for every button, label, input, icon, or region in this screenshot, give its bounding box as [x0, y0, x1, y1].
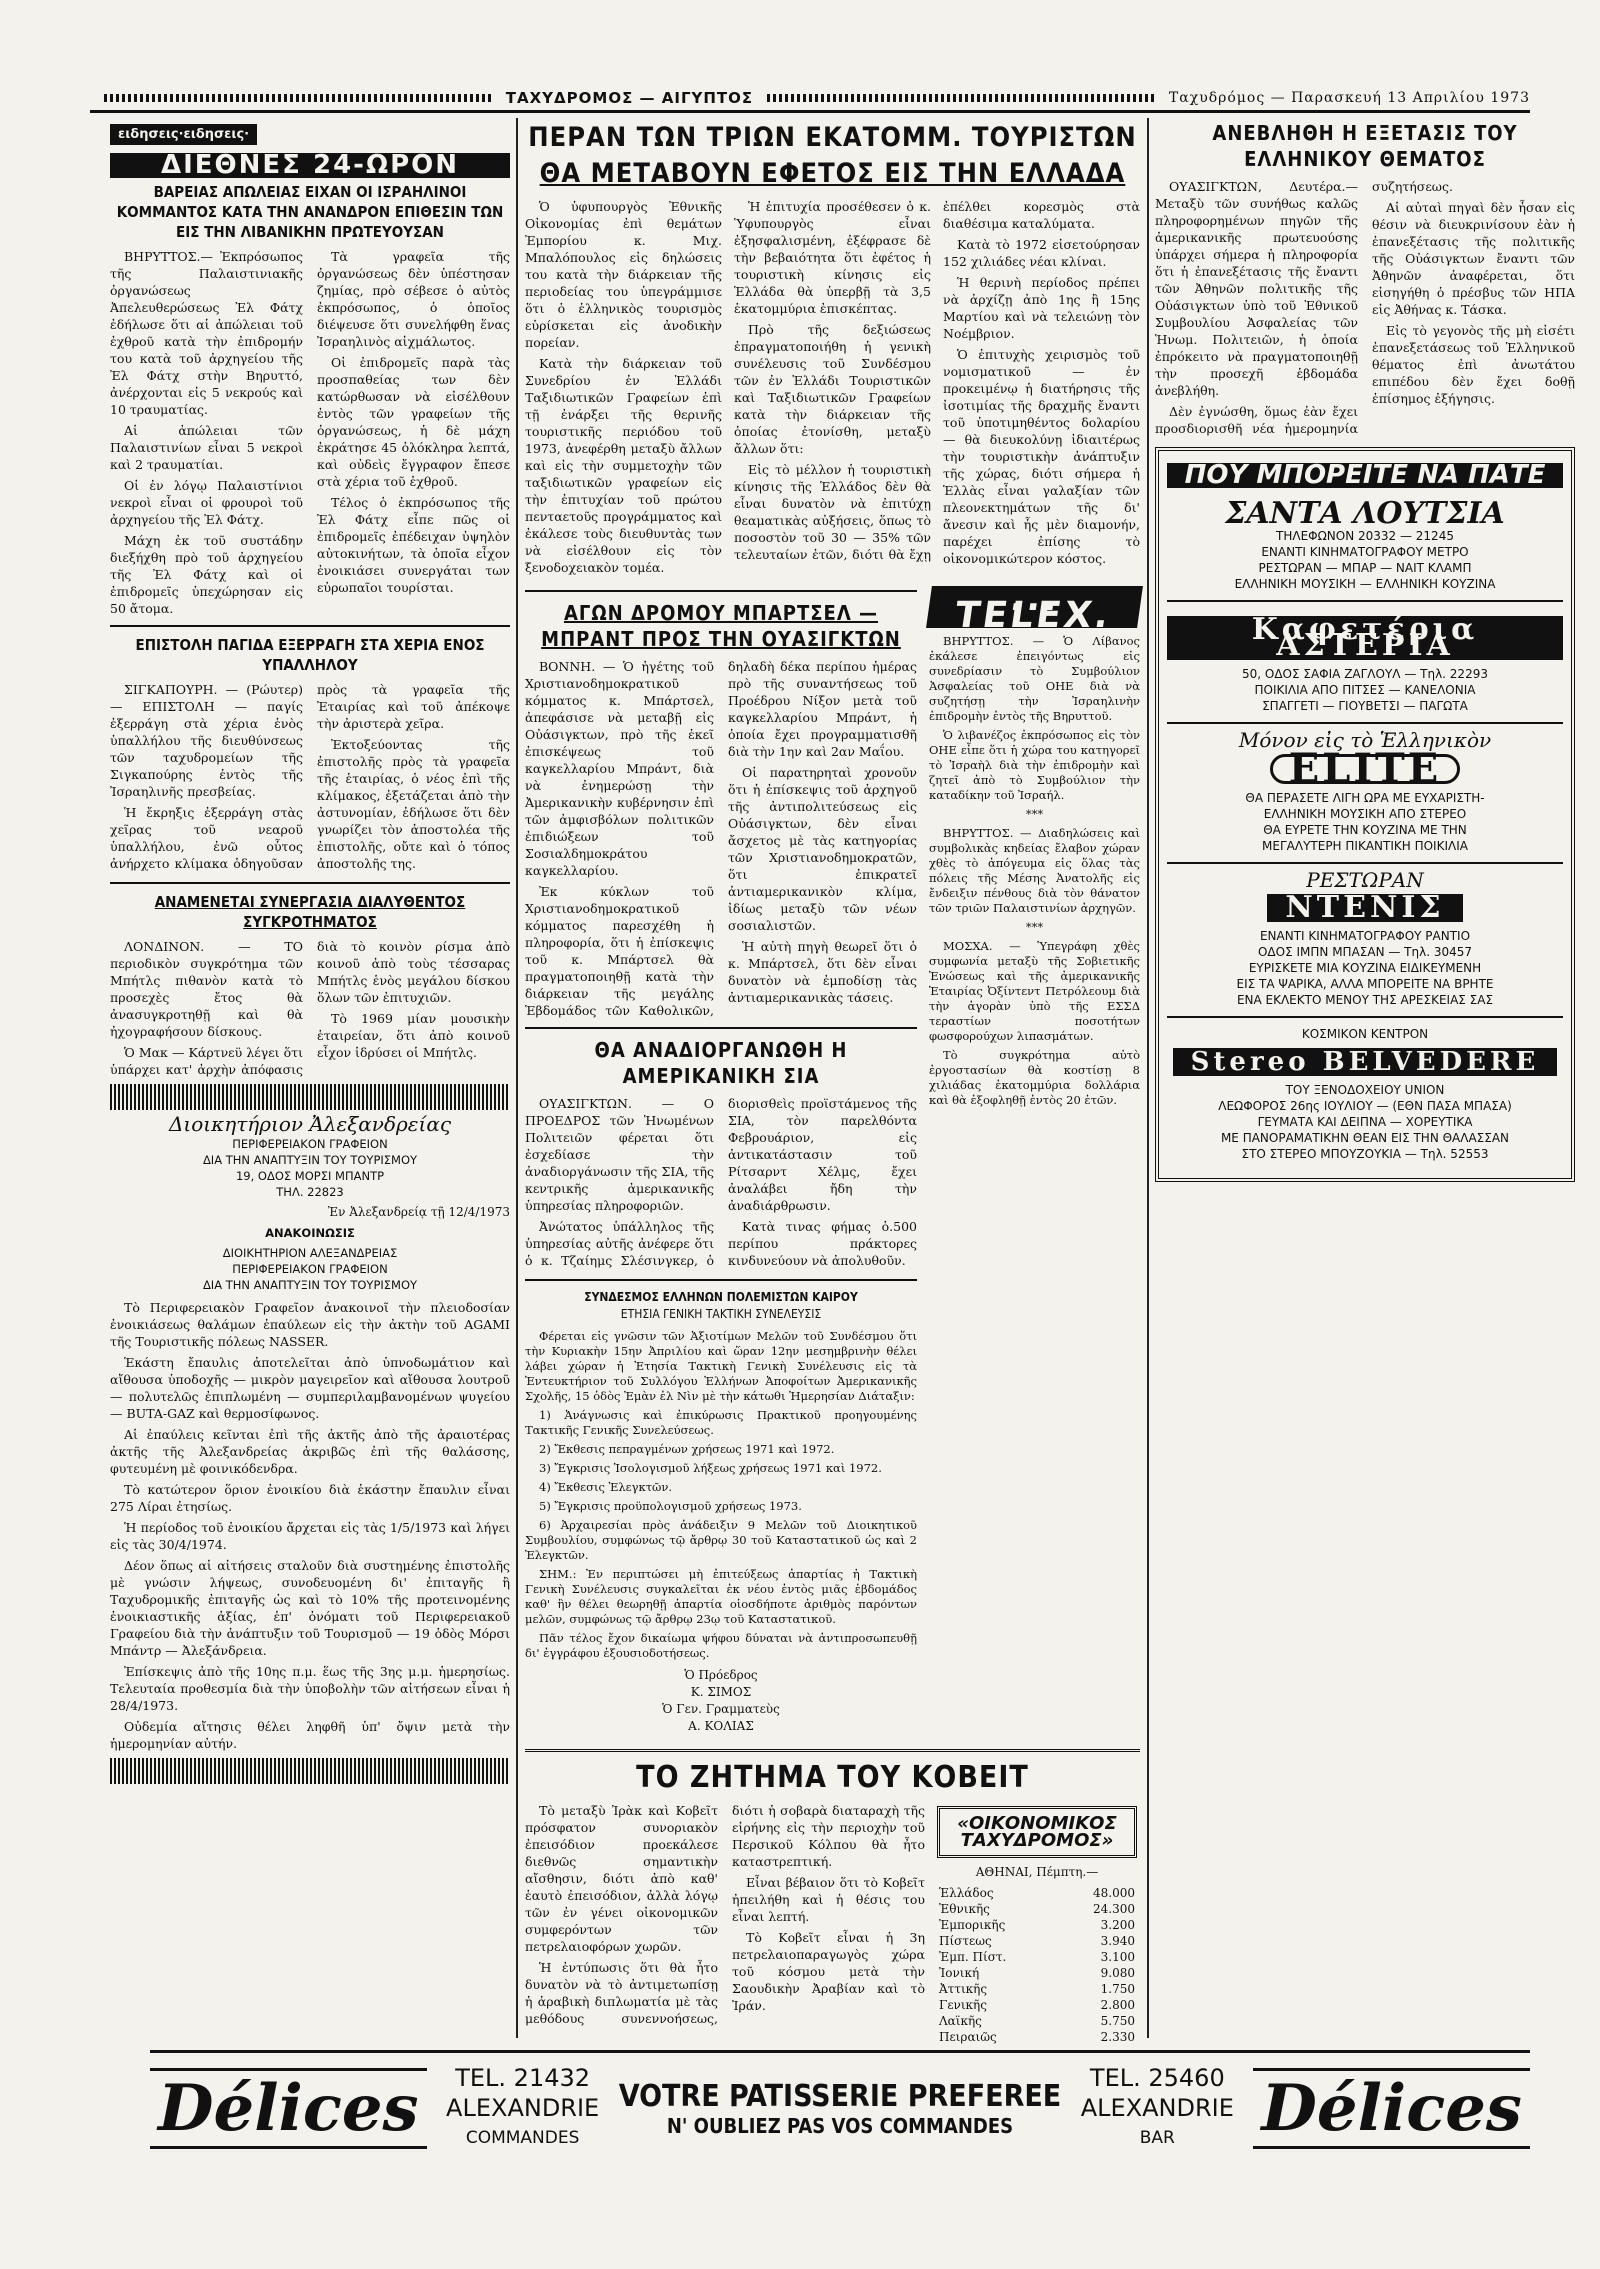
article-kuwait [525, 1760, 1140, 2045]
paragraph: Τὸ συγκρότημα αὐτὸ ἐργοστασίων θὰ κοστίσῃ 8 χιλιάδας ἑκατομμύρια δολλάρια καὶ θὰ ἐξοφληθῇ ἐντὸς 20 ἐτῶν. [929, 1048, 1140, 1107]
paragraph: ΒΗΡΥΤΤΟΣ.— Ἐκπρόσωπος τῆς Παλαιστινιακῆς ὀργανώσεως Ἀπελευθερώσεως Ἐλ Φάτχ ἐδήλωσε ὅτι αἱ ἀπώλειαι τοῦ ἐχθροῦ κατὰ τὴν ἐπιδρομήν του κατὰ τοῦ ἀρχηγείου τῆς Ἐλ Φάτχ στὴν Βηρυττό, ἀνέρχονται εἰς 5 νεκρούς καὶ 10 τραυματίας. [110, 249, 303, 417]
masthead [90, 86, 1530, 113]
article-israeli-commandos [110, 182, 510, 617]
footer-ad-delices [150, 2050, 1530, 2163]
stock-rates-table [937, 1885, 1137, 2045]
article-letter-bomb [110, 635, 510, 874]
rate-value: 2.800 [1100, 1998, 1135, 2012]
ad-line: ΠΟΙΚΙΛΙΑ ΑΠΟ ΠΙΤΣΕΣ — ΚΑΝΕΛΟΝΙΑ [1254, 683, 1476, 697]
paragraph: Οἱ ἐν λόγῳ Παλαιστίνιοι νεκροὶ εἶναι οἱ φρουροὶ τοῦ ἀρχηγείου τῆς Ἐλ Φάτχ. [110, 478, 303, 527]
ad-line: 50, ΟΔΟΣ ΣΑΦΙΑ ΖΑΓΛΟΥΛ — Τηλ. 22293 [1242, 667, 1488, 681]
rate-value: 2.330 [1100, 2030, 1135, 2044]
headline: ΤΟ ΖΗΤΗΜΑ ΤΟΥ ΚΟΒΕΙΤ [636, 1760, 1029, 1795]
article-beatles [110, 892, 510, 1078]
headline: ΒΑΡΕΙΑΣ ΑΠΩΛΕΙΑΣ ΕΙΧΑΝ ΟΙ ΙΣΡΑΗΛΙΝΟΙ ΚΟΜΜΑΝΤΟΣ ΚΑΤΑ ΤΗΝ ΑΝΑΝΔΡΟΝ ΕΠΙΘΕΣΙΝ ΤΩΝ ΕΙΣ ΤΗΝ ΛΙΒΑΝΙΚΗΝ ΠΡΩΤΕΥΟΥΣΑΝ [116, 183, 504, 241]
footer-right-info [1081, 2063, 1234, 2153]
masthead-title: ΤΑΧΥΔΡΟΜΟΣ — ΑΙΓΥΠΤΟΣ [505, 89, 754, 107]
paragraph: Ὁ Μακ — Κάρτνεϋ λέγει ὅτι ὑπάρχει κατ' ἀρχὴν ἀπόφασις διὰ τὸ κοινὸν ρίσμα ἀπὸ κοινοῦ ἀπὸ τοὺς τέσσαρας Μπήτλς ἑνὸς μεγάλου δίσκου ὅλων τῶν ἐπιτυχιῶν. [110, 939, 510, 1077]
notice-line: 19, ΟΔΟΣ ΜΟΡΣΙ ΜΠΑΝΤΡ [235, 1169, 385, 1183]
notice-line: ΔΙΟΙΚΗΤΗΡΙΟΝ ΑΛΕΞΑΝΔΡΕΙΑΣ [222, 1246, 398, 1260]
ad-belvedere [1167, 1018, 1563, 1170]
paragraph: Ἐκ κύκλων τοῦ Χριστιανοδημοκρατικοῦ κόμματος παρεσχέθη ἡ πληροφορία, ὅτι ἡ ἐπίσκεψις τοῦ κ. Μπάρτσελ θὰ πραγματοποιηθῇ κατὰ τὴν διάρκειαν τῆς μεγάλης Ἑβδομάδος τῶν Καθολικῶν, δηλαδὴ δέκα περίπου ἡμέρας πρὸ τῆς συναντήσεως τοῦ Προέδρου Νίξον μετὰ τοῦ καγκελλαρίου Μπράντ, ἡ ὁποία ἔχει προγραμματισθῆ διὰ τὴν 1ην καὶ 2αν Μαΐου. [525, 659, 917, 1018]
ad-line: ΕΝΑ ΕΚΛΕΚΤΟ ΜΕΝΟΥ ΤΗΣ ΑΡΕΣΚΕΙΑΣ ΣΑΣ [1236, 993, 1494, 1007]
ads-header: ΠΟΥ ΜΠΟΡΕΙΤΕ ΝΑ ΠΑΤΕ [1167, 463, 1563, 488]
paragraph: Αἱ αὐταὶ πηγαὶ δὲν ἦσαν εἰς θέσιν νὰ διευκρινίσουν ἐὰν ἡ ἐπανεξέτασις τῆς πολιτικῆς τῆς Οὐάσιγκτων ἔναντι τῶν Ἀθηνῶν ἀναφέρεται, ὅτι εἰσηγήθη ὁ πρέσβυς τῶν ΗΠΑ εἰς Ἀθήνας κ. Τάσκα. [1372, 200, 1575, 317]
econ-dateline: ΑΘΗΝΑΙ, Πέμπτη.— [975, 1865, 1099, 1879]
rate-name: Ἐμπορικῆς [939, 1918, 1006, 1932]
paragraph: Πρὸ τῆς δεξιώσεως ἐπραγματοποιήθη ἡ γενικὴ συνέλευσις τοῦ Συνδέσμου τῶν ἐν Ἑλλάδι Τουριστικῶν καὶ Ταξιδιωτικῶν Γραφείων κατὰ τὴν διάρκειαν τῆς ὁποίας ἐτονίσθη, μεταξὺ ἄλλων ὅτι: [734, 322, 931, 456]
signature-name: Κ. ΣΙΜΟΣ [690, 1685, 752, 1699]
ad-dennis [1167, 864, 1563, 1018]
ad-logo: Stereo BELVEDERE [1173, 1048, 1558, 1076]
announce-title: ΑΝΑΚΟΙΝΩΣΙΣ [265, 1226, 355, 1240]
separator: *** [1025, 920, 1044, 934]
paragraph: Φέρεται εἰς γνῶσιν τῶν Ἀξιοτίμων Μελῶν τοῦ Συνδέσμου ὅτι τὴν Κυριακὴν 15ην Ἀπριλίου καὶ ὥραν 12ην μεσημβρινὴν θέλει λάβει χώραν ἡ Ἐτησία Τακτικὴ Γενικὴ Συνέλευσις εἰς τὰ Ἐντευκτήριον τοῦ Συλλόγου Ἑλλήνων Ἀποφοίτων Ἀμερικανικῆς Σχολῆς, 15 ὁδὸς Ἐμὰν ἐλ Νὶν μὲ τὴν κάτωθι Ἡμερησίαν Διάταξιν: [525, 1329, 917, 1403]
column-divider [516, 118, 518, 2038]
masthead-rule-left [104, 94, 492, 102]
footer-sub: BAR [1139, 2128, 1175, 2148]
table-row [937, 1965, 1137, 1981]
paragraph: ΣΙΓΚΑΠΟΥΡΗ. — (Ρώυτερ) — ΕΠΙΣΤΟΛΗ — παγίς ἐξερράγη στὰ χέρια ἑνὸς ὑπαλλήλου τῆς διευθύνσεως τῶν ταχυδρομείων τῆς Σιγκαπούρης ἐντὸς τῆς Ἰσραηλινῆς πρεσβείας. [110, 682, 303, 799]
kuwait-grid [525, 1796, 1140, 2045]
notice-line: ΤΗΛ. 22823 [276, 1185, 344, 1199]
paragraph: ΟΥΑΣΙΓΚΤΩΝ, Δευτέρα.— Μεταξὺ τῶν συνήθως καλῶς πληροφορημένων πηγῶν τῆς ἀμερικανικῆς πρωτευούσης ὑπάρχει σήμερα ἡ πληροφορία ὅτι ἡ ἐπανεξέτασις τῆς ἔναντι τῶν Ἀθηνῶν πολιτικῆς τῆς Οὐάσιγκτων ὑπὸ τοῦ Ἐθνικοῦ Συμβουλίου Ἀσφαλείας τῶν Ἡνωμ. Πολιτειῶν, ἡ ὁποία ἐπρόκειτο νὰ πραγματοποιηθῇ τὴν προσεχῆ ἑβδομάδα ἀνεβλήθη. [1155, 179, 1358, 398]
headline: ΘΑ ΑΝΑΔΙΟΡΓΑΝΩΘΗ Η ΑΜΕΡΙΚΑΝΙΚΗ ΣΙΑ [594, 1038, 848, 1088]
rate-value: 48.000 [1093, 1886, 1135, 1900]
tourism-notice [110, 1112, 510, 1752]
rate-value: 1.750 [1100, 1982, 1135, 1996]
center-right-subcolumn [929, 578, 1140, 1741]
telex-body [929, 634, 1140, 1108]
ornamental-rule [110, 1084, 510, 1110]
rate-name: Ἰονική [939, 1966, 980, 1980]
footer-city: ALEXANDRIE [446, 2094, 600, 2122]
masthead-dateline: Ταχυδρόμος — Παρασκευή 13 Απριλίου 1973 [1168, 90, 1530, 106]
ad-line: ΜΕΓΑΛΥΤΕΡΗ ΠΙΚΑΝΤΙΚΗ ΠΟΙΚΙΛΙΑ [1262, 839, 1468, 853]
paragraph: Τὸ 1969 μίαν μουσικὴν ἑταιρείαν, ὅτι ἀπὸ κοινοῦ εἶχον ἱδρύσει οἱ Μπήτλς. [317, 1011, 510, 1060]
table-row [937, 1997, 1137, 2013]
footer-slogan [619, 2079, 1062, 2138]
paragraph: 5) Ἔγκρισις προϋπολογισμοῦ χρήσεως 1973. [539, 1499, 802, 1513]
notice-body [525, 1329, 917, 1661]
ad-line: ΣΠΑΓΓΕΤΙ — ΓΙΟΥΒΕΤΣΙ — ΠΑΓΩΤΑ [1262, 699, 1468, 713]
paragraph: Εἶναι βέβαιον ὅτι τὸ Κοβεῖτ ἠπειλήθη καὶ ἡ θέσις του εἶναι λεπτή. [732, 1875, 925, 1924]
ad-line: ΜΕ ΠΑΝΟΡΑΜΑΤΙΚΗΝ ΘΕΑΝ ΕΙΣ ΤΗΝ ΘΑΛΑΣΣΑΝ [1220, 1131, 1510, 1145]
divider [525, 1279, 917, 1281]
center-lower-grid [525, 578, 1140, 1741]
paragraph: Εἰς τὸ γεγονὸς τῆς μὴ εἰσέτι ἐπανεξετάσεως τοῦ Ἑλληνικοῦ θέματος ἐπὶ ἀνωτάτου επιπέδου δὲν ἔχει δοθῇ ἐπίσημος ἐξήγησις. [1372, 323, 1575, 406]
ad-lead: Μόνον εἰς τὸ Ἑλληνικὸν [1238, 728, 1492, 752]
notice-line: ΠΕΡΙΦΕΡΕΙΑΚΟΝ ΓΡΑΦΕΙΟΝ [232, 1262, 388, 1276]
divider [110, 882, 510, 884]
rate-value: 24.300 [1093, 1902, 1135, 1916]
paragraph: Ὁ ὑφυπουργὸς Ἐθνικῆς Οἰκονομίας ἐπὶ θεμάτων Ἐμπορίου κ. Μιχ. Μπαλόπουλος εἰς δηλώσεις του κατὰ τὴν διάρκειαν τῆς περιοδείας του ὑπεγράμμισε ὅτι ὁ ἑλληνικὸς τουρισμὸς εὑρίσκεται εἰς ἀνοδικὴν πορείαν. [525, 199, 722, 350]
economic-box [937, 1796, 1137, 2045]
table-row [937, 1917, 1137, 1933]
paragraph: Τὰ γραφεῖα τῆς ὀργανώσεως δὲν ὑπέστησαν ζημίας, πρὸ σέβεσε ὁ αὐτὸς ἐκπρόσωπος, ὁ ὁποῖος διέψευσε ὅτι συνελήφθη ἕνας Ἰσραηλινὸς αἰχμάλωτος. [317, 249, 510, 349]
paragraph: 4) Ἔκθεσις Ἐλεγκτῶν. [539, 1480, 673, 1494]
signature-name: Α. ΚΟΛΙΑΣ [688, 1719, 754, 1733]
paragraph: ΣΗΜ.: Ἐν περιπτώσει μὴ ἐπιτεύξεως ἀπαρτίας ἡ Τακτικὴ Γενικὴ Συνέλευσις συγκαλεῖται ἐκ νέου ἐντὸς μιᾶς ἑβδομάδος καθ' ἣν θέλει θεωρηθῇ ἀπαρτία οἱοσδήποτε ἀριθμὸς παρόντων μελῶν, συμφώνως τῷ ἄρθρῳ 23ῳ τοῦ Καταστατικοῦ. [525, 1567, 917, 1626]
table-row [937, 1981, 1137, 1997]
ad-line: ΕΝΑΝΤΙ ΚΙΝΗΜΑΤΟΓΡΑΦΟΥ ΜΕΤΡΟ [1261, 545, 1469, 559]
divider [110, 625, 510, 627]
article-body [525, 658, 917, 1019]
delices-logo-left: Délices [150, 2068, 427, 2149]
rate-name: Πίστεως [939, 1934, 992, 1948]
signature-role: Ὁ Πρόεδρος [684, 1668, 758, 1682]
paragraph: 3) Ἔγκρισις Ἰσολογισμοῦ λήξεως χρήσεως 1971 καὶ 1972. [539, 1461, 882, 1475]
headline: ΑΓΩΝ ΔΡΟΜΟΥ ΜΠΑΡΤΣΕΛ — ΜΠΡΑΝΤ ΠΡΟΣ ΤΗΝ ΟΥΑΣΙΓΚΤΩΝ [541, 601, 901, 651]
ad-asteria [1167, 602, 1563, 724]
article-tourists [525, 120, 1140, 576]
footer-slogan-line: N' OUBLIEZ PAS VOS COMMANDES [666, 2113, 1014, 2138]
paragraph: Ἡ περίοδος τοῦ ἐνοικίου ἄρχεται εἰς τὰς 1/5/1973 καὶ λήγει εἰς τὰς 30/4/1974. [110, 1520, 510, 1552]
paragraph: Δὲν ἐγνώσθη, ὅμως ἐὰν ἔχει προσδιορισθῆ νέα ἡμερομηνία συζητήσεως. [1155, 179, 1453, 436]
ads-section [1155, 447, 1575, 1182]
article-greek-issue [1155, 120, 1575, 437]
paragraph: Κατὰ τὸ 1972 εἰσετούρησαν 152 χιλιάδες νέαι κλίναι. [943, 237, 1140, 269]
divider [525, 590, 917, 592]
paragraph: Τὸ Περιφερειακὸν Γραφεῖον ἀνακοινοῖ τὴν πλειοδοσίαν ἐνοικιάσεως θαλάμων ἐπαύλεων εἰς τὴν ἀκτὴν τοῦ AGAMI τῆς Τουριστικῆς πόλεως NASSER. [110, 1300, 510, 1349]
ad-line: ΣΤΟ ΣΤΕΡΕΟ ΜΠΟΥΖΟΥΚΙΑ — Τηλ. 52553 [1241, 1147, 1489, 1161]
rate-value: 3.100 [1100, 1950, 1135, 1964]
ad-line: ΕΛΛΗΝΙΚΗ ΜΟΥΣΙΚΗ ΑΠΟ ΣΤΕΡΕΟ [1263, 807, 1467, 821]
headline: ΑΝΕΒΛΗΘΗ Η ΕΞΕΤΑΣΙΣ ΤΟΥ ΕΛΛΗΝΙΚΟΥ ΘΕΜΑΤΟΣ [1212, 121, 1518, 171]
divider [525, 1749, 1140, 1752]
paragraph: Οἱ ἐπιδρομεῖς παρὰ τὰς προσπαθείας των δὲν κατώρθωσαν νὰ εἰσέλθουν ἐντὸς τῶν γραφείων τῆς ὀργανώσεως, ἡ δὲ μάχη ἐκράτησε 45 ὁλόκληρα λεπτά, καὶ οὐδεὶς ἔγγραφον ἔπεσε στὰ χέρια τοῦ ἐχθροῦ. [317, 355, 510, 489]
ad-line: ΕΛΛΗΝΙΚΗ ΜΟΥΣΙΚΗ — ΕΛΛΗΝΙΚΗ ΚΟΥΖΙΝΑ [1234, 577, 1496, 591]
rate-value: 3.200 [1100, 1918, 1135, 1932]
paragraph: Οἱ παρατηρηταὶ χρονοῦν ὅτι ἡ ἐπίσκεψις τοῦ ἀρχηγοῦ τῆς ἀντιπολιτεύσεως εἰς Οὐάσιγκτων, δὲν εἶναι ἄσχετος μὲ τὰς κατηγορίας τῶν Χριστιανοδημοκρατῶν, ὅτι ἐπικρατεῖ ἀντιαμερικανικὸν κλίμα, ἰδίως μεταξὺ τῶν νέων σοσιαλιστῶν. [728, 765, 917, 933]
rate-name: Λαϊκῆς [939, 2014, 982, 2028]
paragraph: Τὸ Κοβεῖτ εἶναι ἡ 3η πετρελαιοπαραγωγὸς χώρα τοῦ κόσμου μετὰ τὴν Σαουδικὴν Ἀραβίαν καὶ τὸ Ἰράν. [732, 1930, 925, 2013]
paragraph: Ἑκάστη ἔπαυλις ἀποτελεῖται ἀπὸ ὑπνοδωμάτιον καὶ αἴθουσα ὑποδοχῆς — μικρὸν μαγειρεῖον καὶ αἴθουσα λουτροῦ — πολυτελῶς ἐπιπλωμένη — συμπεριλαμβανομένων ψυγείου — BUTA-GAZ καὶ θερμοσίφωνος. [110, 1355, 510, 1421]
article-body [1155, 178, 1575, 437]
footer-sub: COMMANDES [465, 2128, 580, 2148]
paragraph: Εἰς τὸ μέλλον ἡ τουριστικὴ κίνησις τῆς Ἑλλάδος δὲν θὰ εἶναι δυνατὸν νὰ ἐπιτύχῃ θεαματικὰς αὐξήσεις, ὅπως τὸ ποσοστὸν τοῦ 30 — 35% τῶν τελευταίων ἐτῶν, διότι θὰ ἔχῃ ἐπέλθει κορεσμὸς στὰ διαθέσιμα καταλύματα. [734, 199, 1140, 562]
paragraph: Ἡ θερινὴ περίοδος πρέπει νὰ ἀρχίζῃ ἀπὸ 1ης ἢ 15ης Μαρτίου καὶ νὰ τελειώνῃ τὸν Νοέμβριον. [943, 275, 1140, 341]
notice-org: Διοικητήριον Ἀλεξανδρείας [168, 1112, 452, 1136]
ad-line: ΕΙΣ ΤΑ ΨΑΡΙΚΑ, ΑΛΛΑ ΜΠΟΡΕΙΤΕ ΝΑ ΒΡΗΤΕ [1236, 977, 1494, 991]
ad-elite [1167, 724, 1563, 864]
table-row [937, 1949, 1137, 1965]
separator: *** [1025, 807, 1044, 821]
rate-value: 9.080 [1100, 1966, 1135, 1980]
paragraph: 2) Ἔκθεσις πεπραγμένων χρήσεως 1971 καὶ 1972. [539, 1442, 835, 1456]
lead-headline-2: ΘΑ ΜΕΤΑΒΟΥΝ ΕΦΕΤΟΣ ΕΙΣ ΤΗΝ ΕΛΛΑΔΑ [539, 158, 1126, 189]
ad-line: ΕΝΑΝΤΙ ΚΙΝΗΜΑΤΟΓΡΑΦΟΥ ΡΑΝΤΙΟ [1259, 929, 1471, 943]
column-left [110, 120, 510, 1790]
notice-line: ΔΙΑ ΤΗΝ ΑΝΑΠΤΥΞΙΝ ΤΟΥ ΤΟΥΡΙΣΜΟΥ [202, 1153, 418, 1167]
center-left-subcolumn [525, 582, 917, 1741]
paragraph: ΒΟΝΝΗ. — Ὁ ἡγέτης τοῦ Χριστιανοδημοκρατικοῦ κόμματος κ. Μπάρτσελ, ἀπεφάσισε νὰ μεταβῇ εἰς Οὐάσιγκτων, πρὸ τῆς ἐκεῖ ἐπισκέψεως τοῦ καγκελλαρίου Μπράντ, διὰ νὰ ἐνημερώσῃ τὴν Ἀμερικανικὴν κυβέρνησιν ἐπὶ τῶν ἀμφισβόλων πολιτικῶν ἐπιδιώξεων τοῦ Σοσιαλδημοκράτου καγκελλαρίου. [525, 659, 714, 878]
headline: ΑΝΑΜΕΝΕΤΑΙ ΣΥΝΕΡΓΑΣΙΑ ΔΙΑΛΥΘΕΝΤΟΣ ΣΥΓΚΡΟΤΗΜΑΤΟΣ [154, 893, 466, 931]
notice-title: ΣΥΝΔΕΣΜΟΣ ΕΛΛΗΝΩΝ ΠΟΛΕΜΙΣΤΩΝ ΚΑΙΡΟΥ [584, 1290, 858, 1304]
column-center [525, 120, 1140, 2045]
footer-left-info [446, 2063, 599, 2153]
ad-line: ΟΔΟΣ ΙΜΠΝ ΜΠΑΣΑΝ — Τηλ. 30457 [1257, 945, 1473, 959]
paragraph: Ὁ ἐπιτυχὴς χειρισμὸς τοῦ νομισματικοῦ — ἐν προκειμένῳ ἡ διατήρησις τῆς ἰσοτιμίας τῆς δραχμῆς ἔναντι τοῦ ὑποτιμηθέντος δολαρίου — θὰ διευκολύνῃ ἰδιαιτέρως τὴν τουριστικὴν ἀνάπτυξιν τῆς χώρας, διότι σήμερα ἡ Ἑλλὰς εἶναι γαλαξίαν τῶν πλεονεκτημάτων τῆς δι' ἄνεσιν καὶ ἧς μὲν διαμονήν, παρέχει ἐπίσης τὸ οἰκονομικώτερον κόστος. [943, 347, 1140, 566]
column-divider [1147, 118, 1149, 2038]
notice-address [110, 1136, 510, 1200]
ad-line: ΘΑ ΕΥΡΕΤΕ ΤΗΝ ΚΟΥΖΙΝΑ ΜΕ ΤΗΝ [1263, 823, 1467, 837]
paragraph: Ἡ ἐπιτυχία προσέθεσεν ὁ κ. Ὑφυπουργὸς εἶναι ἐξησφαλισμένη, ἐξέφρασε δὲ τὴν βεβαιότητα ὅτι ἐφέτος ἡ τουριστικὴ κίνησις εἰς Ἑλλάδα θὰ ὑπερβῇ τὰ 3,5 ἑκατομμύρια ἐπισκέπτας. [734, 199, 931, 316]
announce-org [110, 1245, 510, 1293]
rate-name: Ἑλλάδος [939, 1886, 994, 1900]
ad-phone: ΤΗΛΕΦΩΝΟΝ 20332 — 21245 [1276, 529, 1454, 543]
paragraph: Τέλος ὁ ἐκπρόσωπος τῆς Ἐλ Φάτχ εἶπε πῶς οἱ ἐπιδρομεῖς ἐπέδειχαν ὑψηλὸν αὐτοκινήτων, τὰ ὁποῖα εἶχον ἐνοικιάσει συνεργάται των εὐρωπαῖοι τουρίσται. [317, 495, 510, 595]
section-title: ΔΙΕΘΝΕΣ 24-ΩΡΟΝ [110, 153, 510, 178]
article-body [110, 248, 510, 617]
paragraph: ΟΥΑΣΙΓΚΤΩΝ. — Ο ΠΡΟΕΔΡΟΣ τῶν Ἡνωμένων Πολιτειῶν φέρεται ὅτι ἐσχεδίασε τὴν ἀναδιοργάνωσιν τῆς ΣΙΑ, τῆς κεντρικῆς ἀμερικανικῆς ὑπηρεσίας πληροφοριῶν. [525, 1096, 714, 1213]
divider [525, 1027, 917, 1029]
paragraph: Δέον ὅπως αἱ αἰτήσεις σταλοῦν διὰ συστημένης ἐπιστολῆς μὲ γνώσιν λήψεως, συνοδευομένη δι' ἐπιταγῆς ἢ Ταχυδρομικῆς ἐπιταγῆς ὡς καὶ τὸ 10% τῆς προτεινομένης ἐνοικιαστικῆς ἀξίας, ἐπ' ὀνόματι τοῦ Περιφερειακοῦ Γραφείου διὰ τὴν ἀνάπτυξιν τοῦ Τουρισμοῦ — 19 ὁδὸς Μόρσι Μπάντρ — Ἀλεξάνδρεια. [110, 1558, 510, 1658]
paragraph: Ἡ ἐντύπωσις ὅτι θὰ ἦτο δυνατὸν νὰ τὸ ἀντιμετωπίσῃ ἡ ἀραβικὴ διπλωματία μὲ τὰς μεθόδους συνεννοήσεως, διότι ἡ σοβαρὰ διαταραχὴ τῆς εἰρήνης εἰς τὴν περιοχὴν τοῦ Περσικοῦ Κόλπου θὰ ἦτο καταστρεπτική. [525, 1803, 925, 2026]
paragraph: Ὁ λιβανέζος ἐκπρόσωπος εἰς τὸν ΟΗΕ εἶπε ὅτι ἡ χώρα του κατηγορεῖ τὸ Ἰσραὴλ διὰ τὴν ἐπιδρομὴν καὶ ζητεῖ ἀπὸ τὸ Συμβούλιον τὴν καταδίκην τοῦ Ἰσραήλ. [929, 728, 1140, 802]
ad-lead: ΡΕΣΤΩΡΑΝ [1306, 868, 1424, 892]
paragraph: 1) Ἀνάγνωσις καὶ ἐπικύρωσις Πρακτικοῦ προηγουμένης Τακτικῆς Γενικῆς Συνελεύσεως. [525, 1408, 917, 1437]
signature-role: Ὁ Γεν. Γραμματεὺς [662, 1702, 780, 1716]
section-header [110, 120, 510, 178]
table-row [937, 2013, 1137, 2029]
paragraph: Ἐπίσκεψις ἀπὸ τῆς 10ης π.μ. ἕως τῆς 3ης μ.μ. ἡμερησίως. Τελευταία προθεσμία διὰ τὴν ὑποβολὴν τῶν αἰτήσεων εἶναι ἡ 28/4/1973. [110, 1664, 510, 1713]
paragraph: Αἱ ἐπαύλεις κεῖνται ἐπὶ τῆς ἀκτῆς ἀπὸ τῆς ἀραιοτέρας ἀκτῆς τῆς Ἀλεξανδρείας ἀκριβῶς ἐπὶ τῆς θαλάσσης, φυτευμένη μὲ φοινικόδενδρα. [110, 1427, 510, 1476]
footer-slogan-line: VOTRE PATISSERIE PREFEREE [618, 2078, 1062, 2114]
ad-line: ΕΥΡΙΣΚΕΤΕ ΜΙΑ ΚΟΥΖΙΝΑ ΕΙΔΙΚΕΥΜΕΝΗ [1248, 961, 1482, 975]
article-body [525, 1095, 917, 1271]
table-row [937, 2029, 1137, 2045]
article-body [525, 1802, 925, 2039]
paragraph: Τὸ κατώτερον ὅριον ἐνοικίου διὰ ἑκάστην ἔπαυλιν εἶναι 275 Λίραι ἐτησίως. [110, 1482, 510, 1514]
column-right [1155, 120, 1575, 1182]
ad-line: ΡΕΣΤΩΡΑΝ — ΜΠΑΡ — ΝΑΙΤ ΚΛΑΜΠ [1258, 561, 1472, 575]
ad-lead: ΚΟΣΜΙΚΟΝ ΚΕΝΤΡΟΝ [1301, 1027, 1429, 1041]
paragraph: ΛΟΝΔΙΝΟΝ. — ΤΟ περιοδικὸν συγκρότημα τῶν Μπήτλς πιθανὸν κατὰ τὸ προσεχὲς ἔτος θὰ ἀνασυγκροτηθῇ καὶ θὰ ἠχογραφήσουν δίσκους. [110, 939, 303, 1039]
notice-line: ΠΕΡΙΦΕΡΕΙΑΚΟΝ ΓΡΑΦΕΙΟΝ [232, 1137, 388, 1151]
notice-body [110, 1299, 510, 1752]
paragraph: Ἡ ἔκρηξις ἐξερράγη στὰς χεῖρας τοῦ νεαροῦ ὑπαλλήλου, ἐνῶ οὗτος ἀνήρχετο κλίμακα ὁδηγοῦσαν πρὸς τὰ γραφεῖα τῆς Ἐταιρίας καὶ τοῦ ἀπέκοψε τὴν ἀριστερὰ χεῖρα. [110, 682, 510, 871]
ad-logo: Καφετέρια ΑΣΤΕΡΙΑ [1167, 616, 1563, 660]
paragraph: ΜΟΣΧΑ. — Ὑπεγράφη χθὲς συμφωνία μεταξὺ τῆς Σοβιετικῆς Ἑνώσεως καὶ τῆς ἀμερικανικῆς Ἑταιρίας Ὀξίντεντ Πετρόλεουμ διὰ τὴν ἀγορὰν ὑπὸ τῆς ΕΣΣΔ τεραστίων ποσοτήτων φωσφορούχων λιπασμάτων. [929, 939, 1140, 1043]
table-row [937, 1885, 1137, 1901]
paragraph: Μάχη ἐκ τοῦ συστάδην διεξήχθη πρὸ τοῦ ἀρχηγείου τῆς Ἐλ Φάτχ καὶ οἱ ἐπιδρομεῖς ὑπεχώρησαν εἰς 50 ἄτομα. [110, 533, 303, 616]
paragraph: ΒΗΡΥΤΤΟΣ. — Διαδηλώσεις καὶ συμβολικὰς κηδείας ἔλαβον χώραν χθὲς τὸ ἀπόγευμα εἰς ὅλας τὰς πόλεις τῆς Μέσης Ἀνατολῆς εἰς ἔνδειξιν πένθους διὰ τὸν θάνατον τῶν τριῶν Παλαιστινίων ἀρχηγῶν. [929, 826, 1140, 915]
ad-line: ΤΟΥ ΞΕΝΟΔΟΧΕΙΟΥ UNION [1285, 1083, 1445, 1097]
footer-phone: TEL. 21432 [455, 2064, 591, 2092]
paragraph: Ἡ αὐτὴ πηγὴ θεωρεῖ ὅτι ὁ κ. Μπάρτσελ, ὅτι δὲν εἶναι δυνατὸν νὰ ἐμποδίσῃ τὰς ἀντιαμερικανικὰς τάσεις. [728, 939, 917, 1005]
lead-headline-1: ΠΕΡΑΝ ΤΩΝ ΤΡΙΩΝ ΕΚΑΤΟΜΜ. ΤΟΥΡΙΣΤΩΝ [528, 122, 1137, 153]
paragraph: Τὸ μεταξὺ Ἰρὰκ καὶ Κοβεῖτ πρόσφατον συνοριακὸν ἐπεισόδιον προεκάλεσε διεθνῶς σημαντικὴν αἴσθησιν, διότι ἀπὸ καθ' ἑαυτὸ ἐπεισόδιον, ἀλλὰ λόγῳ τῶν ἐν γένει οἰκονομικῶν συμφερόντων τῶν πετρελαιοφόρων χωρῶν. [525, 1803, 718, 1954]
table-row [937, 1933, 1137, 1949]
rate-value: 5.750 [1100, 2014, 1135, 2028]
ad-logo: ΝΤΕΝΙΣ [1267, 894, 1462, 922]
notice-date: Ἐν Ἀλεξανδρείᾳ τῇ 12/4/1973 [327, 1205, 510, 1219]
ad-logo: ΣΑΝΤΑ ΛΟΥΤΣΙΑ [1225, 496, 1505, 531]
econ-title: «ΟΙΚΟΝΟΜΙΚΟΣ ΤΑΧΥΔΡΟΜΟΣ» [937, 1806, 1137, 1858]
notice-subtitle: ΕΤΗΣΙΑ ΓΕΝΙΚΗ ΤΑΚΤΙΚΗ ΣΥΝΕΛΕΥΣΙΣ [620, 1307, 822, 1321]
footer-phone: TEL. 25460 [1089, 2064, 1225, 2092]
section-label: ειδησεις·ειδησεις· [110, 124, 257, 145]
telex-banner: ... TELEX. [926, 586, 1143, 628]
ad-line: ΛΕΩΦΟΡΟΣ 26ης ΙΟΥΛΙΟΥ — (ΕΘΝ ΠΑΣΑ ΜΠΑΣΑ) [1218, 1099, 1512, 1113]
paragraph: Αἱ ἀπώλειαι τῶν Παλαιστινίων εἶναι 5 νεκροὶ καὶ 2 τραυματίαι. [110, 423, 303, 472]
signature-block [525, 1667, 917, 1735]
article-body [525, 198, 1140, 576]
paragraph: Κατὰ τινας φήμας ὁ.500 περίπου πράκτορες κινδυνεύουν νὰ ἀπολυθοῦν. [728, 1219, 917, 1268]
paragraph: Οὐδεμία αἴτησις θέλει ληφθῆ ὑπ' ὄψιν μετὰ τὴν ἡμερομηνίαν αὐτήν. [110, 1719, 510, 1751]
masthead-rule-right [767, 94, 1155, 102]
table-row [937, 1901, 1137, 1917]
headline: ΕΠΙΣΤΟΛΗ ΠΑΓΙΔΑ ΕΞΕΡΡΑΓΗ ΣΤΑ ΧΕΡΙΑ ΕΝΟΣ ΥΠΑΛΛΗΛΟΥ [135, 636, 485, 674]
paragraph: ΒΗΡΥΤΤΟΣ. — Ὁ Λίβανος ἐκάλεσε ἐπειγόντως εἰς συνεδρίασιν τὸ Συμβούλιον Ἀσφαλείας τοῦ ΟΗΕ διὰ νὰ συζητήσῃ τὴν Ἰσραηλινὴν ἐπιδρομὴν ἐντὸς τῆς Βηρυττοῦ. [929, 634, 1140, 723]
paragraph: Ἐκτοξεύοντας τῆς ἐπιστολῆς πρὸς τὰ γραφεῖα τῆς ἑταιρίας, ὁ νέος ἐπὶ τῆς κλίμακος, ἐξετάζεται ἀπὸ τὴν ἀστυνομίαν, ἐδήλωσε ὅτι δὲν γνωρίζει τὸν ἀποστολέα τῆς ἐπιστολῆς, οὔτε καὶ ὁ τόπος ἀποστολῆς της. [317, 737, 510, 871]
article-body [110, 938, 510, 1078]
rate-name: Ἐθνικῆς [939, 1902, 990, 1916]
delices-logo-right: Délices [1253, 2068, 1530, 2149]
rate-name: Γενικῆς [939, 1998, 987, 2012]
notice-line: ΔΙΑ ΤΗΝ ΑΝΑΠΤΥΞΙΝ ΤΟΥ ΤΟΥΡΙΣΜΟΥ [202, 1278, 418, 1292]
rate-value: 3.940 [1100, 1934, 1135, 1948]
rate-name: Ἐμπ. Πίστ. [939, 1950, 1007, 1964]
paragraph: Ἀνώτατος ὑπάλληλος τῆς ὑπηρεσίας αὐτῆς ἀνέφερε ὅτι ὁ κ. Τζαίημς Σλέσινγκερ, ὁ διορισθεὶς προϊστάμενος τῆς ΣΙΑ, τὸν παρελθόντα Φεβρουάριον, εἰς ἀντικατάστασιν τοῦ Ρίτσαρντ Χέλμς, ἔχει ἀναλάβει ἤδη τὴν ἀναδιάρθρωσιν. [525, 1096, 917, 1268]
ad-line: ΘΑ ΠΕΡΑΣΕΤΕ ΛΙΓΗ ΩΡΑ ΜΕ ΕΥΧΑΡΙΣΤΗ- [1245, 791, 1485, 805]
veterans-notice [525, 1289, 917, 1735]
article-cia [525, 1037, 917, 1271]
ad-santa-lucia [1167, 492, 1563, 602]
article-barzel-brandt [525, 600, 917, 1019]
paragraph: Πᾶν τέλος ἔχον δικαίωμα ψήφου δύναται νὰ ἀντιπροσωπευθῇ δι' ἐγγράφου ἐξουσιοδοτήσεως. [525, 1631, 917, 1660]
rate-name: Πειραιῶς [939, 2030, 997, 2044]
paragraph: Κατὰ τὴν διάρκειαν τοῦ Συνεδρίου ἐν Ἑλλάδι Ταξιδιωτικῶν Γραφείων ἐπὶ τῇ ἐνάρξει τῆς θερινῆς τουριστικῆς περιόδου τοῦ 1973, ἀνεφέρθη μεταξὺ ἄλλων καὶ εἰς τὴν συμμετοχὴν τῶν ταξιδιωτικῶν γραφείων εἰς τὴν ἐπιτυχίαν τοῦ πρώτου πενταετοῦς προγράμματος καὶ ἐκάλεσε τοὺς διευθυντὰς των νὰ εἰσέλθουν εἰς τὸν ξενοδοχειακὸν τομέα. [525, 356, 722, 575]
paragraph: 6) Ἀρχαιρεσίαι πρὸς ἀνάδειξιν 9 Μελῶν τοῦ Διοικητικοῦ Συμβουλίου, συμφώνως τῷ ἄρθρῳ 30 τοῦ Καταστατικοῦ ὡς καὶ 2 Ἐλεγκτῶν. [525, 1518, 917, 1562]
ad-logo: ELITE [1270, 754, 1461, 784]
article-body [110, 681, 510, 874]
rate-name: Ἀττικῆς [939, 1982, 988, 1996]
ad-line: ΓΕΥΜΑΤΑ ΚΑΙ ΔΕΙΠΝΑ — ΧΟΡΕΥΤΙΚΑ [1257, 1115, 1473, 1129]
ornamental-rule [110, 1758, 510, 1784]
footer-city: ALEXANDRIE [1080, 2094, 1234, 2122]
